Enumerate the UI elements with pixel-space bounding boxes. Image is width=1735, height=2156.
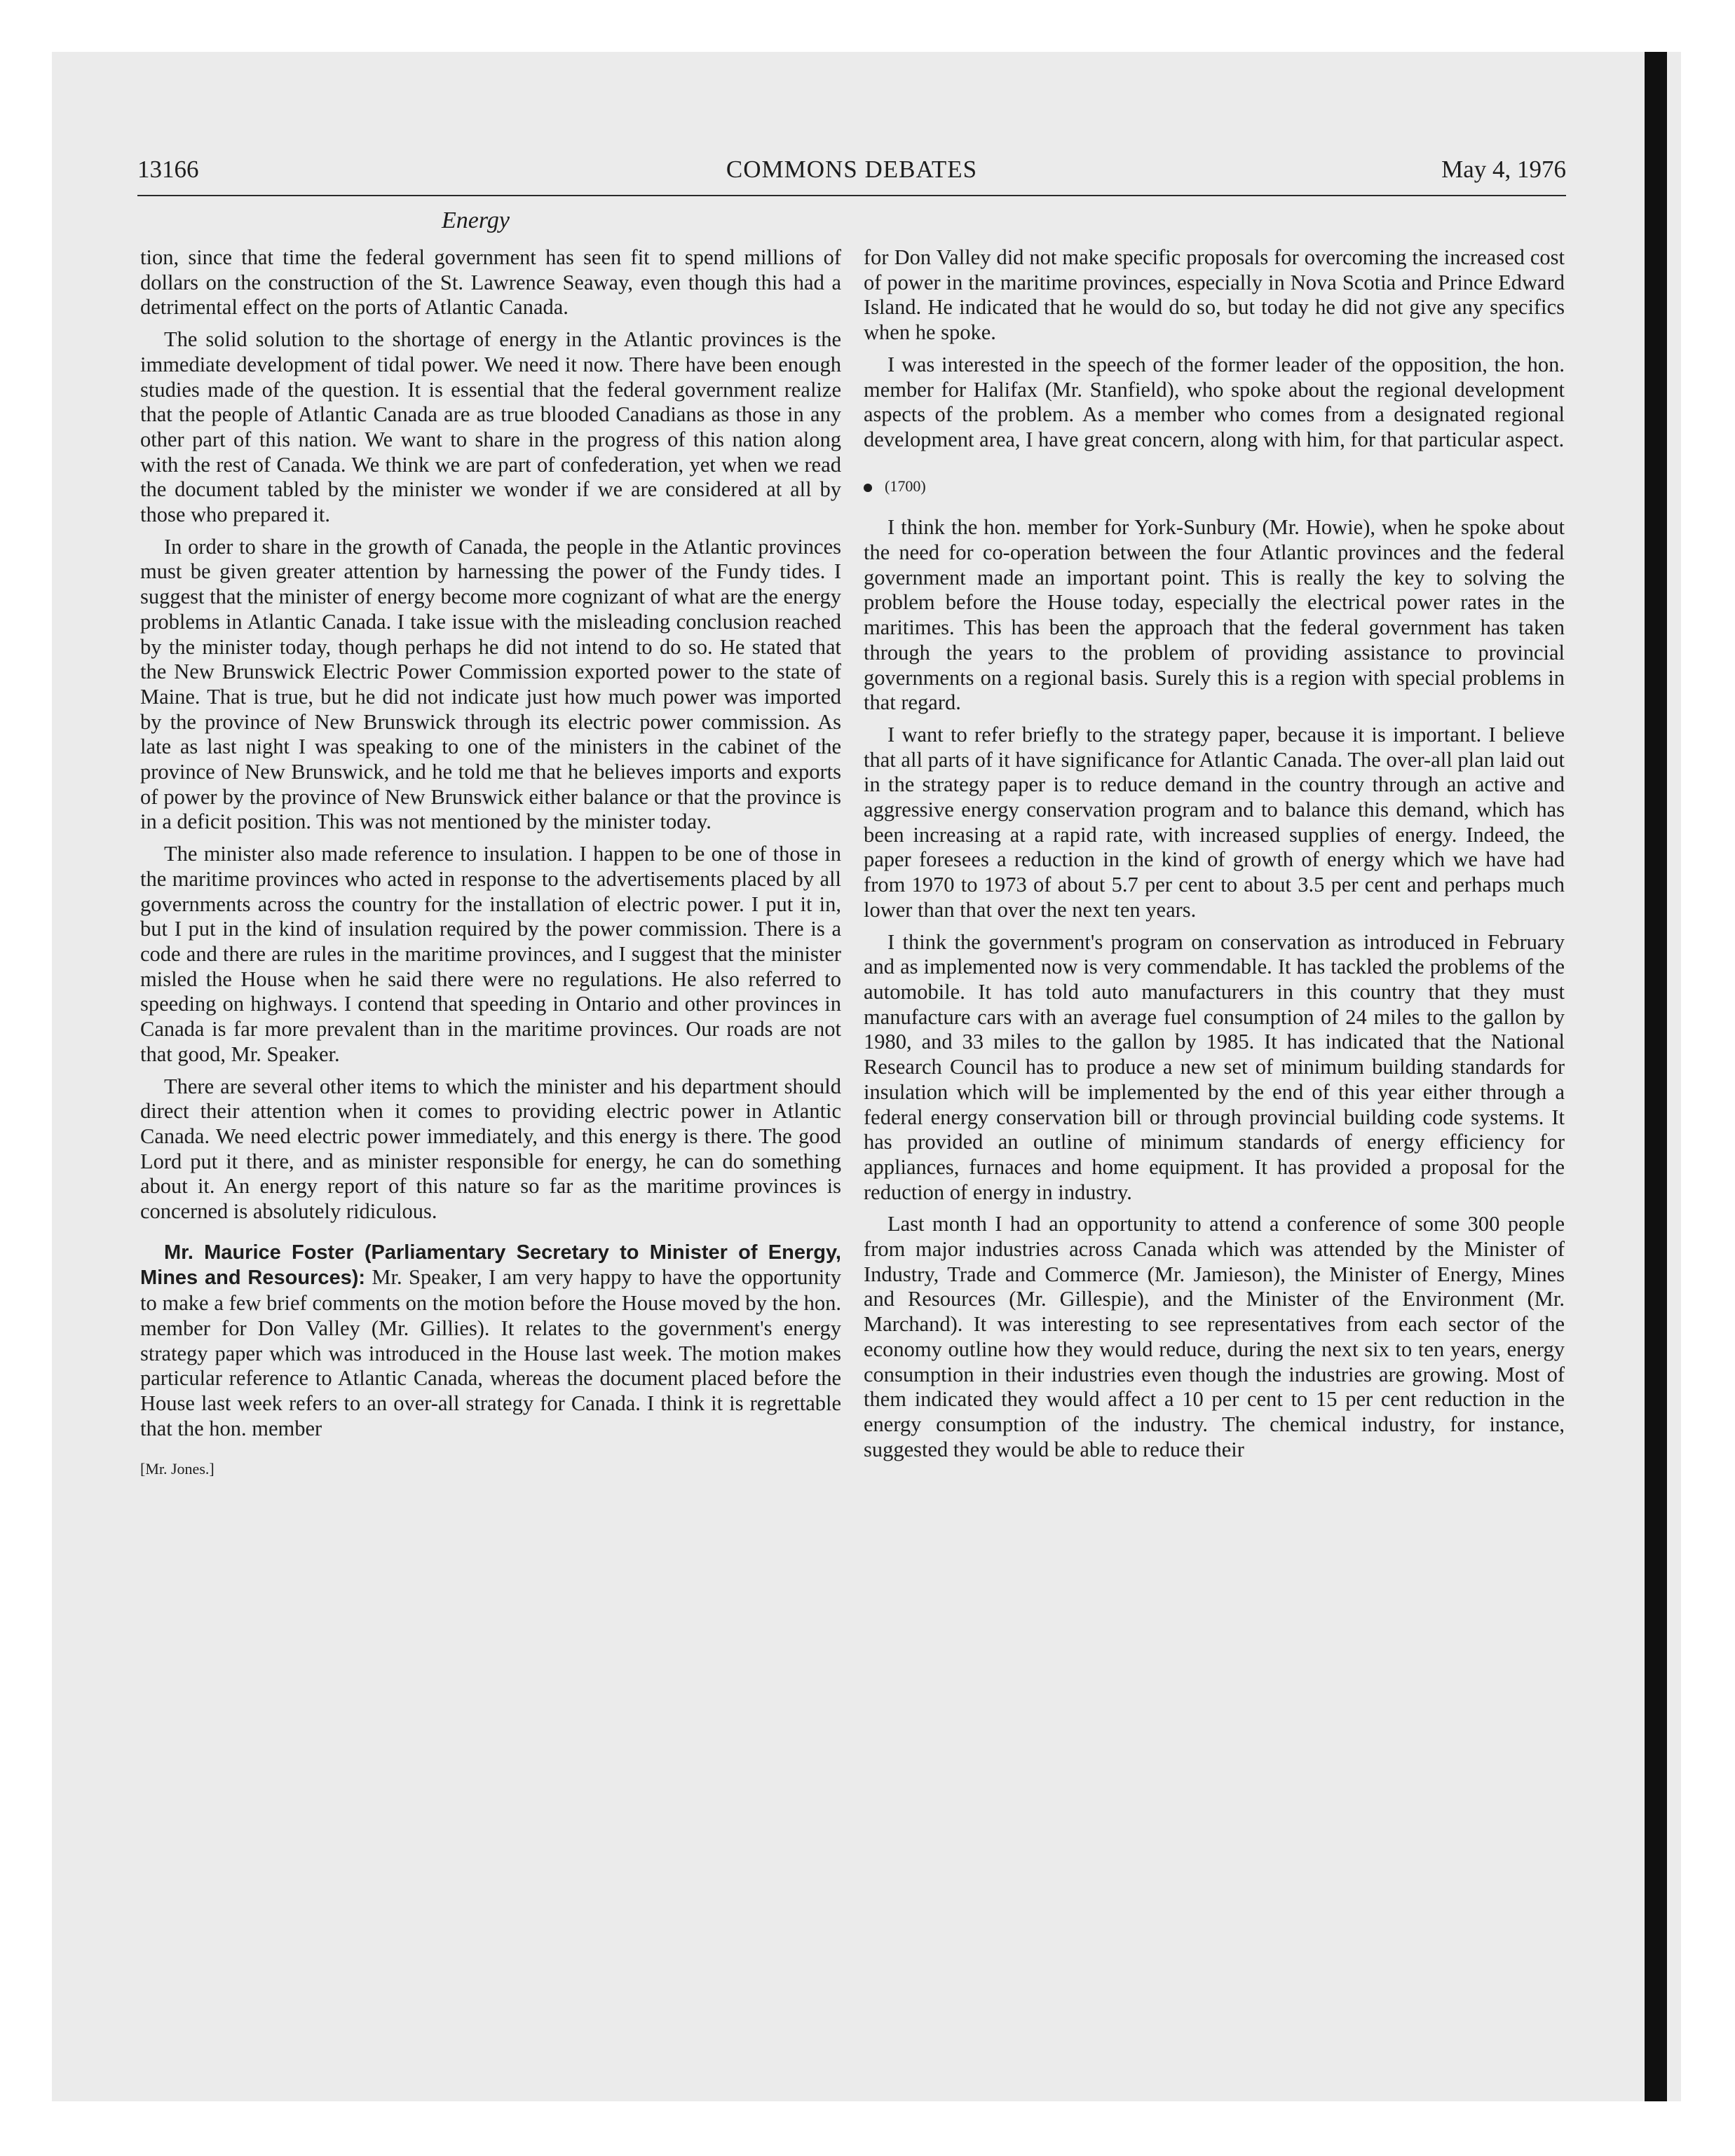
paragraph: I want to refer briefly to the strategy paper, because it is important. I believe that all parts of it have significance for Atlantic Canada. The over-all plan laid out in the strategy paper is to reduce demand in the country through an active and aggressive energy conservation program and to balance this demand, which has been increasing at a rapid rate, with increased supplies of energy. Indeed, the paper foresees a reduction in the kind of growth of energy which we have had from 1970 to 1973 of about 5.7 per cent to about 3.5 per cent and perhaps much lower than that over the next ten years. bbox=[864, 722, 1565, 922]
section-title: Energy bbox=[442, 207, 510, 233]
paragraph: I think the government's program on conservation as introduced in February and as implemented now is very commendable. It has tackled the problems of the automobile. It has told auto manufacturers in this country that they must manufacture cars with an average fuel consumption of 24 miles to the gallon by 1980, and 33 miles to the gallon by 1985. It has indicated that the National Research Council has to produce a new set of minimum building standards for insulation which will be implemented by the end of this year either through a federal energy conservation bill or through provincial building code systems. It has provided an outline of minimum standards of energy efficiency for appliances, furnaces and home equipment. It has provided a proposal for the reduction of energy in industry. bbox=[864, 929, 1565, 1204]
right-column bbox=[864, 245, 1565, 1469]
publication-title: COMMONS DEBATES bbox=[726, 156, 978, 183]
paragraph: Last month I had an opportunity to attend a conference of some 300 people from major industries across Canada which was attended by the Minister of Industry, Trade and Commerce (Mr. Jamieson), the Minister of Energy, Mines and Resources (Mr. Gillespie), and the Minister of the Environment (Mr. Marchand). It was interesting to see representatives from each sector of the economy outline how they would reduce, during the next six to ten years, energy consumption in their industries even though the industries are growing. Most of them indicated they would affect a 10 per cent to 15 per cent reduction in the energy consumption of the industry. The chemical industry, for instance, suggested they would be able to reduce their bbox=[864, 1212, 1565, 1461]
paragraph: tion, since that time the federal government has seen fit to spend millions of dollars on the construction of the St. Lawrence Seaway, even though this had a detrimental effect on the ports of Atlantic Canada. bbox=[140, 245, 841, 320]
paragraph: There are several other items to which the minister and his department should direct their attention when it comes to providing electric power in Atlantic Canada. We need electric power immediately, and this energy is there. The good Lord put it there, and as minister responsible for energy, he can do something about it. An energy report of this nature so far as the maritime provinces is concerned is absolutely ridiculous. bbox=[140, 1074, 841, 1224]
paragraph: I was interested in the speech of the former leader of the opposition, the hon. member for Halifax (Mr. Stanfield), who spoke about the regional development aspects of the problem. As a member who comes from a designated regional development area, I have great concern, along with him, for that particular aspect. bbox=[864, 352, 1565, 451]
page-header bbox=[137, 153, 1566, 196]
page-number: 13166 bbox=[137, 156, 199, 183]
speech-text: Mr. Speaker, I am very happy to have the opportunity to make a few brief comments on the motion before the House moved by the hon. member for Don Valley (Mr. Gillies). It relates to the government's energy strategy paper which was introduced in the House last week. The motion makes particular reference to Atlantic Canada, whereas the document placed before the House last week refers to an over-all strategy for Canada. I think it is regrettable that the hon. member bbox=[140, 1265, 841, 1440]
speaker-name: Mr. Maurice Foster (Parliamentary Secretary to Minister of Energy, Mines and Resources): bbox=[140, 1241, 841, 1290]
page-edge-shadow bbox=[1645, 52, 1667, 2101]
publication-date: May 4, 1976 bbox=[1441, 156, 1566, 183]
timestamp-text: (1700) bbox=[885, 477, 926, 495]
paragraph: The minister also made reference to insulation. I happen to be one of those in the maritime provinces who acted in response to the advertisements placed by all governments across the country for the installation of electric power. I put it in, but I put in the kind of insulation required by the power commission. There is a code and there are rules in the maritime provinces, and I suggest that the minister misled the House when he said there were no regulations. He also referred to speeding on highways. I contend that speeding in Ontario and other provinces in Canada is far more prevalent than in the maritime provinces. Our roads are not that good, Mr. Speaker. bbox=[140, 842, 841, 1066]
paragraph: In order to share in the growth of Canada, the people in the Atlantic provinces must be given greater attention by harnessing the power of the Fundy tides. I suggest that the minister of energy become more cognizant of what are the energy problems in Atlantic Canada. I take issue with the misleading conclusion reached by the minister today, though perhaps he did not intend to do so. He stated that the New Brunswick Electric Power Commission exported power to the state of Maine. That is true, but he did not indicate just how much power was imported by the province of New Brunswick through its electric power commission. As late as last night I was speaking to one of the ministers in the cabinet of the province of New Brunswick, and he told me that he believes imports and exports of power by the province of New Brunswick either balance or that the province is in a deficit position. This was not mentioned by the minister today. bbox=[140, 534, 841, 834]
left-column bbox=[140, 245, 841, 1482]
paragraph: The solid solution to the shortage of energy in the Atlantic provinces is the immediate development of tidal power. We need it now. There have been enough studies made of the question. It is essential that the federal government realize that the people of Atlantic Canada are as true blooded Canadians as those in any other part of this nation. We want to share in the progress of this nation along with the rest of Canada. We think we are part of confederation, yet when we read the document tabled by the minister we wonder if we are considered at all by those who prepared it. bbox=[140, 327, 841, 527]
bullet-icon bbox=[864, 484, 872, 492]
timestamp-marker bbox=[864, 474, 1565, 499]
paragraph: I think the hon. member for York-Sunbury (Mr. Howie), when he spoke about the need for co-operation between the four Atlantic provinces and the federal government made an important point. This is really the key to solving the problem before the House today, especially the electrical power rates in the maritimes. This has been the approach that the federal government has taken through the years to the problem of providing assistance to provincial governments on a regional basis. Surely this is a region with special problems in that regard. bbox=[864, 515, 1565, 715]
speaker-footnote: [Mr. Jones.] bbox=[140, 1460, 215, 1478]
paragraph: for Don Valley did not make specific proposals for overcoming the increased cost of power in the maritime provinces, especially in Nova Scotia and Prince Edward Island. He indicated that he would do so, but today he did not give any specifics when he spoke. bbox=[864, 245, 1565, 345]
speech-paragraph bbox=[140, 1240, 841, 1442]
